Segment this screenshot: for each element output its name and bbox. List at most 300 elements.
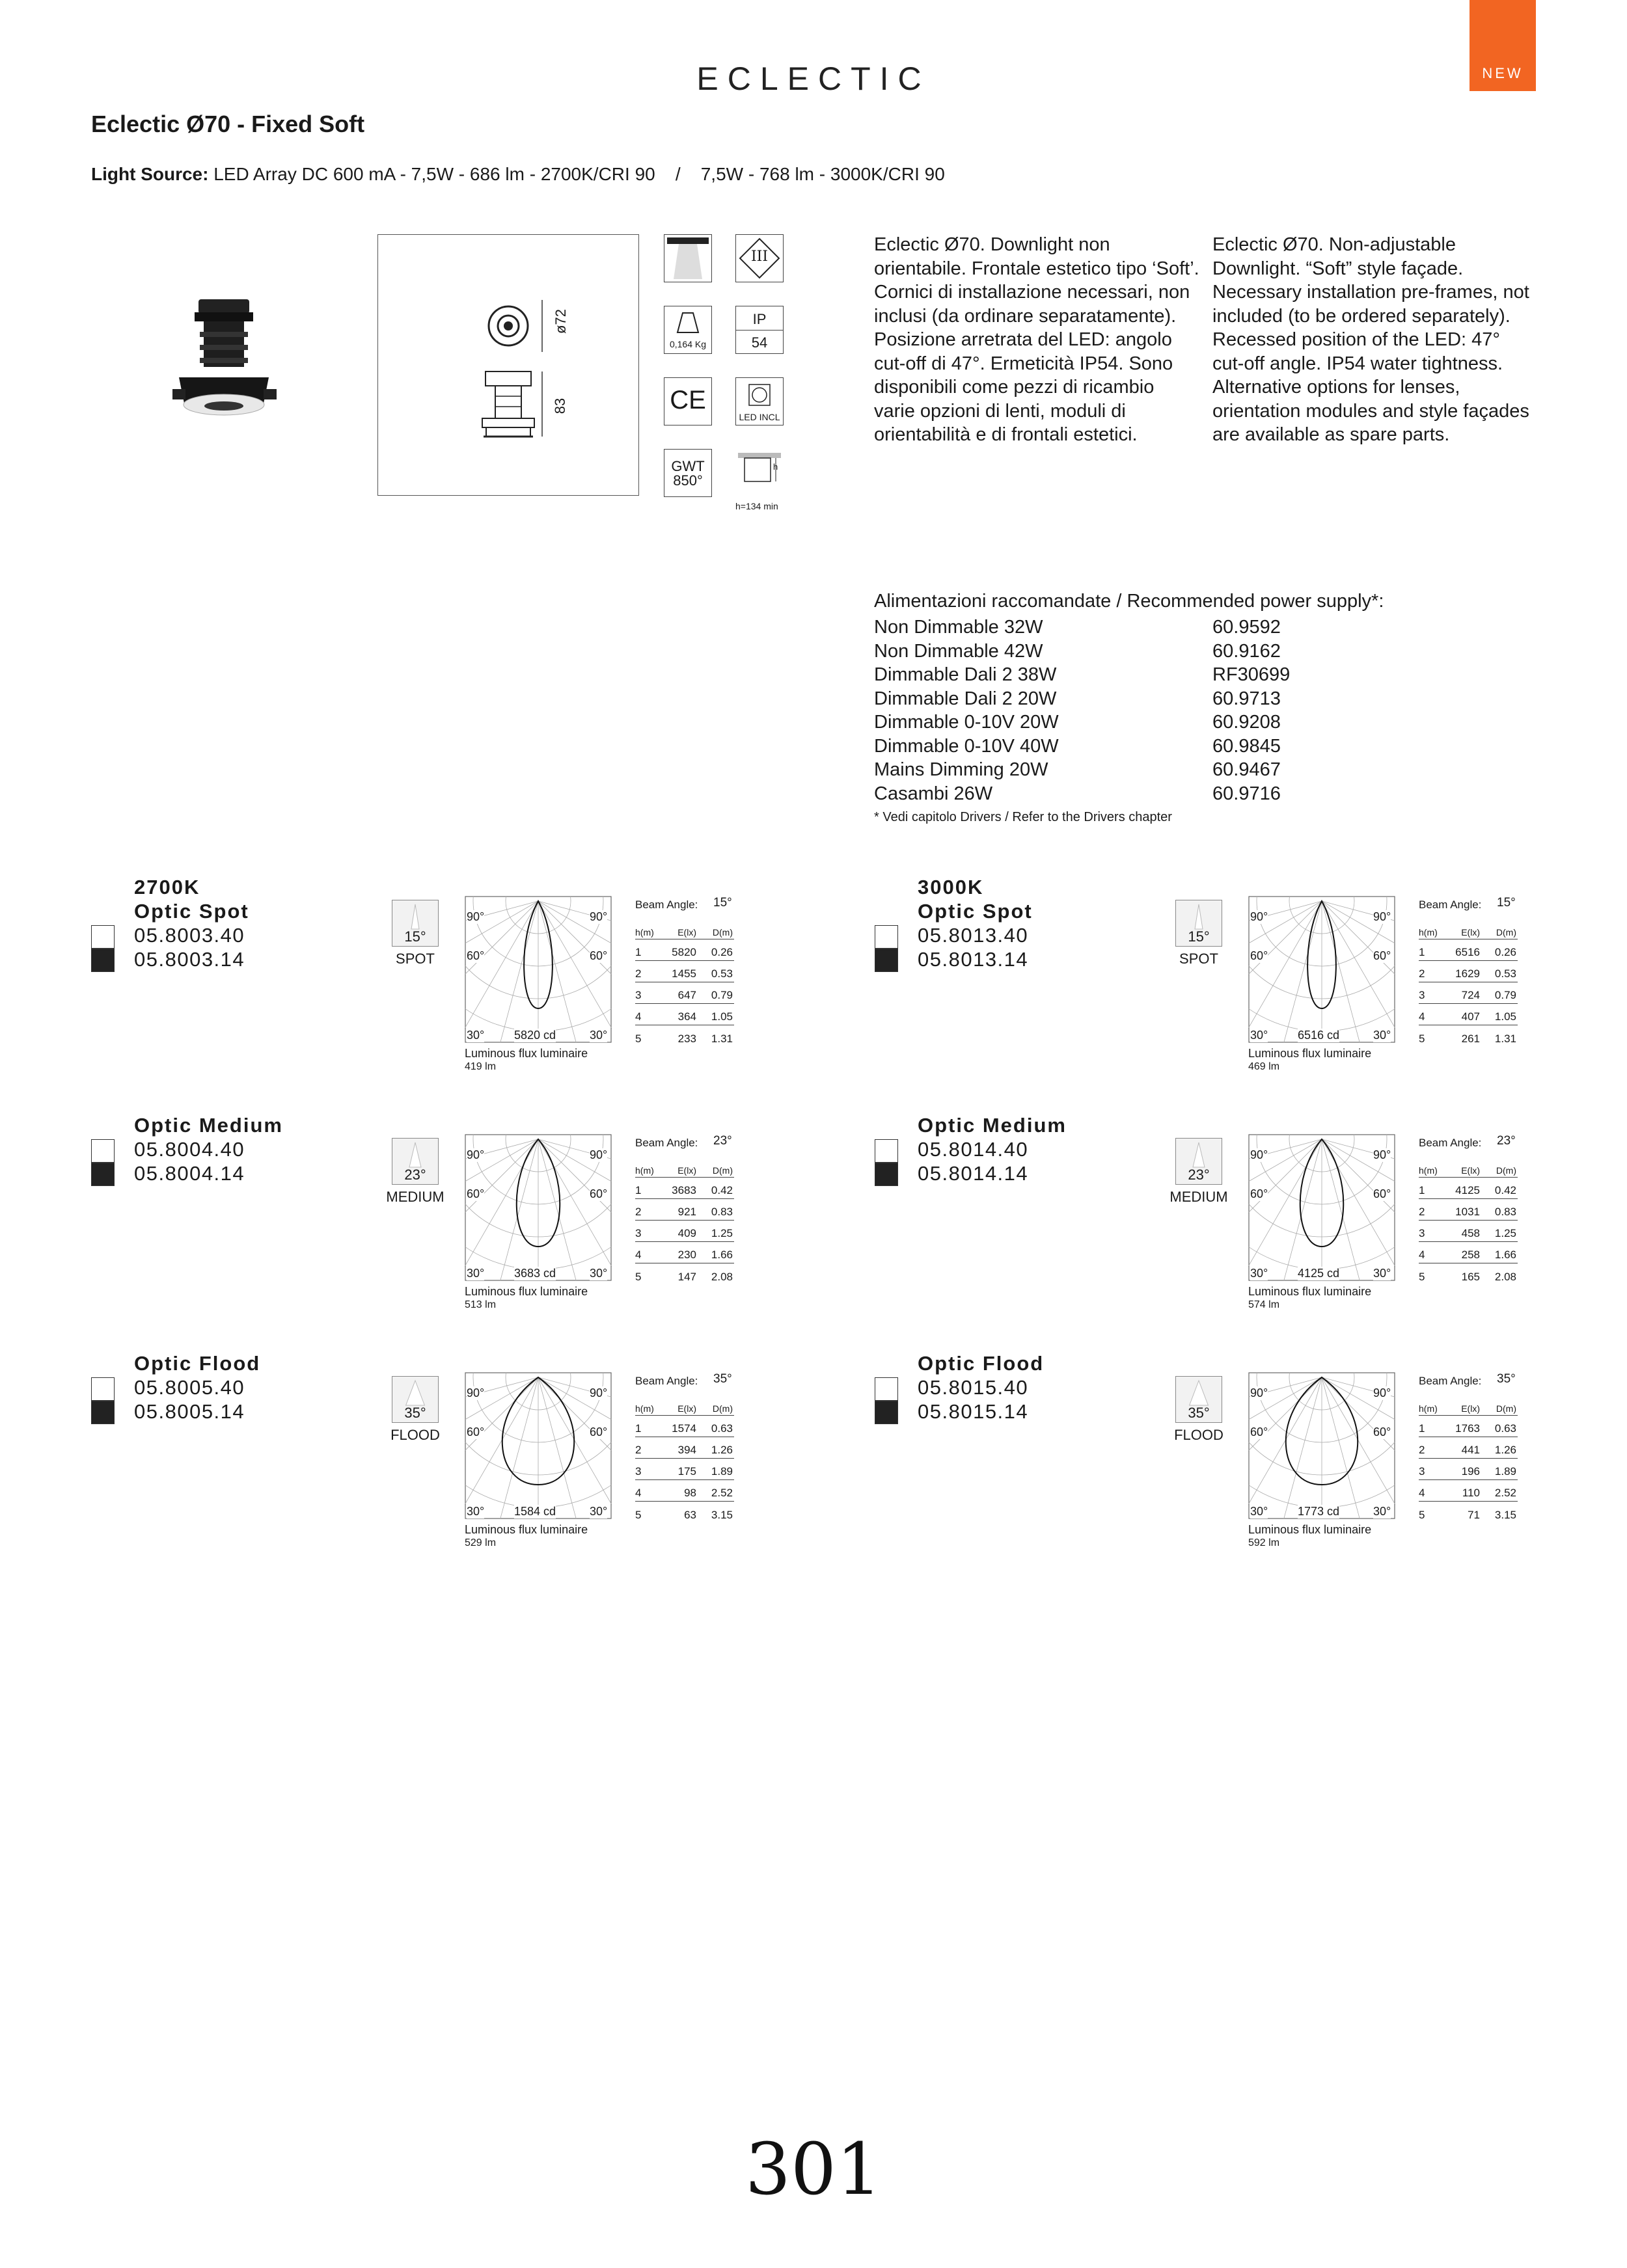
- table-header: [635, 1394, 734, 1416]
- description-italian: Eclectic Ø70. Downlight non orientabile. Frontale estetico tipo ‘Soft’. Cornici di installazione necessari, non inclusi (da ordinare separatamente). Posizione arretrata del LED: angolo cut-off di 47°. Ermeticità IP54. Sono disponibili come pezzi di ricambio varie opzioni di lenti, moduli di orientabilità e di frontali estetici.: [874, 234, 1199, 445]
- luminous-flux-value: 469 lm: [1248, 1061, 1280, 1072]
- table-row: [1419, 982, 1518, 1004]
- table-cell: 1: [1419, 946, 1425, 958]
- beam-angle-table-value: 35°: [1497, 1372, 1516, 1386]
- polar-label-60-right: 60°: [1373, 949, 1391, 962]
- power-supply-code: 60.9845: [1212, 735, 1281, 757]
- light-source: [91, 164, 945, 185]
- polar-label-30-right: 30°: [590, 1267, 608, 1280]
- polar-label-30-left: 30°: [467, 1505, 485, 1518]
- table-row: [635, 939, 734, 961]
- recess-min-label: h=134 min: [735, 501, 778, 511]
- polar-label-30-left: 30°: [467, 1267, 485, 1280]
- table-row: [1419, 1263, 1518, 1285]
- table-cell: 63: [684, 1509, 696, 1521]
- table-cell: 647: [677, 989, 696, 1001]
- luminous-flux-label: Luminous flux luminaire: [1248, 1285, 1372, 1298]
- table-row: [635, 1025, 734, 1047]
- power-supply-row: [874, 615, 1512, 640]
- table-cell: 409: [677, 1227, 696, 1239]
- table-cell: 5: [1419, 1509, 1425, 1521]
- table-cell: 1629: [1455, 967, 1480, 980]
- polar-label-90-right: 90°: [1373, 910, 1391, 923]
- finish-black-swatch: [91, 1163, 115, 1186]
- table-header-cell: E(lx): [1461, 1403, 1480, 1414]
- polar-label-30-left: 30°: [1250, 1029, 1268, 1042]
- polar-label-90-left: 90°: [1250, 1148, 1268, 1161]
- table-cell: 0.26: [1494, 946, 1516, 958]
- product-code: 05.8015.40: [918, 1376, 1029, 1399]
- table-cell: 441: [1461, 1444, 1480, 1456]
- beam-angle-label: Beam Angle:: [1419, 898, 1482, 911]
- illuminance-table: [1419, 1394, 1518, 1523]
- luminous-flux-label: Luminous flux luminaire: [465, 1047, 588, 1060]
- ce-label: CE: [670, 386, 706, 414]
- table-cell: 1.66: [711, 1249, 733, 1261]
- luminous-flux-label: Luminous flux luminaire: [1248, 1047, 1372, 1060]
- power-supply-code: 60.9162: [1212, 640, 1281, 662]
- gwt-label: GWT: [671, 458, 705, 474]
- table-cell: 0.63: [1494, 1422, 1516, 1435]
- table-cell: 0.42: [711, 1184, 733, 1196]
- power-supply-code: 60.9592: [1212, 617, 1281, 638]
- luminous-flux-label: Luminous flux luminaire: [1248, 1523, 1372, 1536]
- table-row: [635, 1178, 734, 1199]
- table-cell: 0.63: [711, 1422, 733, 1435]
- luminous-flux-value: 592 lm: [1248, 1537, 1280, 1548]
- ip-label: IP: [752, 311, 767, 327]
- power-supply-code: 60.9716: [1212, 783, 1281, 804]
- illuminance-table: [635, 918, 734, 1047]
- table-cell: 2.52: [1494, 1487, 1516, 1499]
- illuminance-table: [635, 1156, 734, 1285]
- table-row: [1419, 1416, 1518, 1437]
- beam-angle-label: Beam Angle:: [1419, 1137, 1482, 1149]
- product-code: 05.8004.14: [134, 1162, 245, 1185]
- polar-label-30-right: 30°: [1373, 1267, 1391, 1280]
- illuminance-table: [635, 1394, 734, 1523]
- table-cell: 0.83: [1494, 1206, 1516, 1218]
- table-cell: 175: [677, 1465, 696, 1478]
- optic-name: Optic Medium: [134, 1114, 283, 1137]
- table-cell: 4: [1419, 1010, 1425, 1023]
- new-badge: NEW: [1470, 0, 1536, 91]
- finish-black-swatch: [875, 1163, 898, 1186]
- polar-label-90-right: 90°: [590, 1386, 608, 1399]
- beam-angle-value: 35°: [404, 1405, 426, 1421]
- beam-angle-label: Beam Angle:: [1419, 1375, 1482, 1387]
- optic-name: Optic Flood: [134, 1352, 261, 1375]
- table-cell: 0.79: [1494, 989, 1516, 1001]
- table-row: [635, 1221, 734, 1242]
- power-supply-code: 60.9467: [1212, 759, 1281, 780]
- table-cell: 5: [1419, 1271, 1425, 1283]
- table-row: [635, 1437, 734, 1459]
- table-cell: 1.31: [711, 1033, 733, 1045]
- table-row: [1419, 1502, 1518, 1523]
- table-cell: 3: [1419, 989, 1425, 1001]
- finish-black-swatch: [91, 949, 115, 972]
- table-cell: 165: [1461, 1271, 1480, 1283]
- weight-label: 0,164 Kg: [669, 339, 707, 349]
- polar-label-30-left: 30°: [1250, 1505, 1268, 1518]
- weight-icon: [664, 306, 712, 354]
- product-photo: [166, 293, 283, 449]
- table-cell: 5: [635, 1033, 642, 1045]
- finish-white-swatch: [91, 1139, 115, 1163]
- table-header-cell: E(lx): [677, 927, 696, 938]
- table-cell: 3: [635, 1227, 642, 1239]
- power-supply-row: [874, 758, 1512, 782]
- class-three-icon: [735, 234, 784, 282]
- peak-intensity: 4125 cd: [1298, 1267, 1340, 1280]
- table-cell: 0.42: [1494, 1184, 1516, 1196]
- beam-type-label: MEDIUM: [386, 1189, 444, 1205]
- table-cell: 258: [1461, 1249, 1480, 1261]
- table-cell: 5: [1419, 1033, 1425, 1045]
- table-cell: 0.53: [711, 967, 733, 980]
- beam-angle-value: 15°: [1188, 928, 1210, 945]
- luminous-flux-value: 574 lm: [1248, 1299, 1280, 1310]
- polar-label-90-left: 90°: [467, 910, 485, 923]
- peak-intensity: 3683 cd: [514, 1267, 556, 1280]
- product-code: 05.8014.40: [918, 1138, 1029, 1161]
- polar-label-60-left: 60°: [467, 949, 485, 962]
- table-cell: 1.05: [1494, 1010, 1516, 1023]
- table-row: [635, 1199, 734, 1221]
- power-supply-name: Casambi 26W: [874, 783, 993, 804]
- table-cell: 1.25: [711, 1227, 733, 1239]
- table-row: [635, 1263, 734, 1285]
- table-cell: 1.89: [711, 1465, 733, 1478]
- table-cell: 98: [684, 1487, 696, 1499]
- product-code: 05.8015.14: [918, 1400, 1029, 1423]
- table-cell: 3: [1419, 1465, 1425, 1478]
- brand-title: ECLECTIC: [696, 61, 931, 97]
- beam-angle-table-value: 23°: [1497, 1134, 1516, 1148]
- power-supply-name: Dimmable 0-10V 20W: [874, 712, 1059, 733]
- table-cell: 394: [677, 1444, 696, 1456]
- table-cell: 1574: [672, 1422, 696, 1435]
- table-header-cell: D(m): [1496, 1165, 1516, 1176]
- table-cell: 1.26: [1494, 1444, 1516, 1456]
- table-header-cell: D(m): [712, 927, 733, 938]
- beam-angle-value: 15°: [404, 928, 426, 945]
- power-supply-code: 60.9713: [1212, 688, 1281, 709]
- beam-angle-label: Beam Angle:: [635, 1375, 698, 1387]
- table-cell: 5: [635, 1271, 642, 1283]
- beam-angle-value: 23°: [404, 1167, 426, 1183]
- table-row: [1419, 961, 1518, 982]
- table-cell: 4: [1419, 1487, 1425, 1499]
- table-cell: 1.26: [711, 1444, 733, 1456]
- table-row: [1419, 1178, 1518, 1199]
- power-supply-note: * Vedi capitolo Drivers / Refer to the Drivers chapter: [874, 810, 1172, 824]
- finish-black-swatch: [875, 949, 898, 972]
- polar-label-30-left: 30°: [467, 1029, 485, 1042]
- finish-black-swatch: [91, 1401, 115, 1424]
- table-cell: 1763: [1455, 1422, 1480, 1435]
- table-row: [1419, 1025, 1518, 1047]
- polar-label-60-right: 60°: [590, 1187, 608, 1200]
- table-row: [635, 982, 734, 1004]
- table-cell: 1.31: [1494, 1033, 1516, 1045]
- beam-angle-label: Beam Angle:: [635, 898, 698, 911]
- table-cell: 4125: [1455, 1184, 1480, 1196]
- polar-label-60-left: 60°: [1250, 1187, 1268, 1200]
- polar-label-90-right: 90°: [590, 910, 608, 923]
- table-cell: 2: [635, 967, 642, 980]
- table-header-cell: D(m): [1496, 1403, 1516, 1414]
- table-cell: 6516: [1455, 946, 1480, 958]
- table-row: [1419, 1221, 1518, 1242]
- table-cell: 3: [635, 1465, 642, 1478]
- light-source-value: LED Array DC 600 mA - 7,5W - 686 lm - 2700K/CRI 90 / 7,5W - 768 lm - 3000K/CRI 90: [208, 164, 945, 184]
- polar-label-30-right: 30°: [590, 1029, 608, 1042]
- table-row: [635, 1004, 734, 1025]
- table-header-cell: h(m): [635, 1165, 654, 1176]
- led-included-icon: [735, 377, 784, 425]
- height-dimension: 83: [552, 398, 569, 414]
- product-title: Eclectic Ø70 - Fixed Soft: [91, 111, 365, 137]
- table-cell: 364: [677, 1010, 696, 1023]
- luminous-flux-value: 419 lm: [465, 1061, 497, 1072]
- power-supply-name: Non Dimmable 32W: [874, 617, 1043, 638]
- table-cell: 4: [635, 1010, 642, 1023]
- product-code: 05.8005.14: [134, 1400, 245, 1423]
- table-cell: 4: [635, 1249, 642, 1261]
- luminous-flux-label: Luminous flux luminaire: [465, 1523, 588, 1536]
- finish-white-swatch: [875, 1139, 898, 1163]
- table-header-cell: E(lx): [677, 1165, 696, 1176]
- beam-angle-table-value: 15°: [713, 896, 732, 910]
- polar-label-30-left: 30°: [1250, 1267, 1268, 1280]
- polar-label-60-right: 60°: [590, 1425, 608, 1438]
- table-cell: 230: [677, 1249, 696, 1261]
- color-temperature: 2700K: [134, 876, 200, 898]
- table-cell: 1: [635, 946, 642, 958]
- finish-white-swatch: [91, 925, 115, 949]
- power-supply-code: 60.9208: [1212, 712, 1281, 733]
- table-row: [635, 1480, 734, 1502]
- table-cell: 458: [1461, 1227, 1480, 1239]
- beam-angle-value: 23°: [1188, 1167, 1210, 1183]
- table-cell: 1455: [672, 967, 696, 980]
- table-cell: 3.15: [711, 1509, 733, 1521]
- polar-label-30-right: 30°: [1373, 1029, 1391, 1042]
- beam-angle-table-value: 35°: [713, 1372, 732, 1386]
- peak-intensity: 6516 cd: [1298, 1029, 1340, 1042]
- polar-label-60-left: 60°: [467, 1425, 485, 1438]
- product-code: 05.8004.40: [134, 1138, 245, 1161]
- table-header-cell: D(m): [712, 1403, 733, 1414]
- product-code: 05.8003.40: [134, 924, 245, 947]
- table-cell: 1: [1419, 1184, 1425, 1196]
- table-cell: 3: [1419, 1227, 1425, 1239]
- beam-type-label: FLOOD: [1174, 1427, 1224, 1443]
- table-header-cell: E(lx): [677, 1403, 696, 1414]
- illuminance-table: [1419, 1156, 1518, 1285]
- table-cell: 3683: [672, 1184, 696, 1196]
- description-english: Eclectic Ø70. Non-adjustable Downlight. “Soft” style façade. Necessary installation pre-frames, not included (to be ordered separately). Recessed position of the LED: 47° cut-off angle. IP54 water tightness. Alternative options for lenses, orientation modules and style façades are available as spare parts.: [1212, 234, 1529, 445]
- beam-type-label: SPOT: [1179, 951, 1218, 967]
- power-supply-name: Dimmable Dali 2 20W: [874, 688, 1057, 709]
- peak-intensity: 1584 cd: [514, 1505, 556, 1518]
- optic-name: Optic Spot: [134, 900, 249, 923]
- recess-h: h: [773, 462, 778, 472]
- illuminance-table: [1419, 918, 1518, 1047]
- ip-rating-icon: [735, 306, 784, 354]
- power-supply-row: [874, 710, 1512, 735]
- power-supply-code: RF30699: [1212, 664, 1291, 685]
- beam-type-label: SPOT: [396, 951, 435, 967]
- ip-value: 54: [751, 334, 768, 351]
- table-cell: 0.26: [711, 946, 733, 958]
- table-row: [1419, 1242, 1518, 1263]
- beam-type-label: FLOOD: [390, 1427, 440, 1443]
- beam-type-label: MEDIUM: [1169, 1189, 1228, 1205]
- recess-depth-icon: [735, 449, 784, 497]
- table-header-cell: h(m): [635, 927, 654, 938]
- power-supply-row: [874, 640, 1512, 664]
- finish-white-swatch: [875, 925, 898, 949]
- table-cell: 0.83: [711, 1206, 733, 1218]
- table-row: [635, 1459, 734, 1480]
- table-cell: 1.05: [711, 1010, 733, 1023]
- table-cell: 0.79: [711, 989, 733, 1001]
- page-number: 301: [745, 2127, 882, 2211]
- polar-label-90-right: 90°: [1373, 1386, 1391, 1399]
- table-cell: 2: [635, 1206, 642, 1218]
- led-incl-label: LED INCL: [739, 412, 780, 422]
- table-row: [635, 1242, 734, 1263]
- table-header-cell: E(lx): [1461, 927, 1480, 938]
- power-supply-title: Alimentazioni raccomandate / Recommended power supply*:: [874, 591, 1384, 612]
- polar-label-30-right: 30°: [1373, 1505, 1391, 1518]
- diameter-dimension: ø72: [552, 309, 569, 334]
- table-row: [635, 1416, 734, 1437]
- class-three-label: III: [750, 249, 769, 265]
- table-row: [635, 1502, 734, 1523]
- product-code: 05.8005.40: [134, 1376, 245, 1399]
- beam-angle-value: 35°: [1188, 1405, 1210, 1421]
- polar-label-90-right: 90°: [590, 1148, 608, 1161]
- power-supply-name: Non Dimmable 42W: [874, 640, 1043, 662]
- product-code: 05.8013.14: [918, 948, 1029, 971]
- power-supply-name: Mains Dimming 20W: [874, 759, 1048, 780]
- polar-label-90-left: 90°: [467, 1148, 485, 1161]
- table-cell: 2: [635, 1444, 642, 1456]
- finish-white-swatch: [875, 1377, 898, 1401]
- polar-label-60-right: 60°: [590, 949, 608, 962]
- table-row: [1419, 1004, 1518, 1025]
- table-cell: 1: [635, 1422, 642, 1435]
- technical-drawing: [377, 234, 639, 496]
- beam-angle-label: Beam Angle:: [635, 1137, 698, 1149]
- table-cell: 110: [1462, 1487, 1480, 1499]
- table-header: [635, 918, 734, 939]
- power-supply-name: Dimmable 0-10V 40W: [874, 735, 1059, 757]
- table-cell: 1: [635, 1184, 642, 1196]
- polar-label-30-right: 30°: [590, 1505, 608, 1518]
- table-header-cell: h(m): [635, 1403, 654, 1414]
- table-cell: 407: [1461, 1010, 1480, 1023]
- table-row: [1419, 1437, 1518, 1459]
- table-cell: 0.53: [1494, 967, 1516, 980]
- table-header-cell: D(m): [712, 1165, 733, 1176]
- table-cell: 724: [1461, 989, 1480, 1001]
- table-cell: 3.15: [1494, 1509, 1516, 1521]
- luminous-flux-value: 513 lm: [465, 1299, 497, 1310]
- table-cell: 3: [635, 989, 642, 1001]
- table-row: [1419, 1459, 1518, 1480]
- optic-name: Optic Medium: [918, 1114, 1067, 1137]
- table-cell: 4: [1419, 1249, 1425, 1261]
- power-supply-row: [874, 663, 1512, 687]
- table-cell: 1: [1419, 1422, 1425, 1435]
- ce-mark-icon: [664, 377, 712, 425]
- table-cell: 1.89: [1494, 1465, 1516, 1478]
- table-cell: 921: [677, 1206, 696, 1218]
- table-header-cell: h(m): [1419, 1165, 1438, 1176]
- table-cell: 233: [677, 1033, 696, 1045]
- table-row: [1419, 939, 1518, 961]
- table-header-cell: h(m): [1419, 1403, 1438, 1414]
- table-cell: 1031: [1455, 1206, 1480, 1218]
- power-supply-row: [874, 782, 1512, 806]
- table-cell: 4: [635, 1487, 642, 1499]
- polar-label-60-right: 60°: [1373, 1187, 1391, 1200]
- polar-label-60-left: 60°: [1250, 1425, 1268, 1438]
- polar-label-60-left: 60°: [1250, 949, 1268, 962]
- table-cell: 2.52: [711, 1487, 733, 1499]
- table-row: [1419, 1480, 1518, 1502]
- optic-name: Optic Flood: [918, 1352, 1045, 1375]
- table-cell: 1.25: [1494, 1227, 1516, 1239]
- table-header: [1419, 1394, 1518, 1416]
- polar-label-90-right: 90°: [1373, 1148, 1391, 1161]
- peak-intensity: 5820 cd: [514, 1029, 556, 1042]
- polar-label-90-left: 90°: [1250, 910, 1268, 923]
- table-cell: 2.08: [1494, 1271, 1516, 1283]
- glow-wire-icon: [664, 449, 712, 497]
- downlight-icon: [664, 234, 712, 282]
- finish-white-swatch: [91, 1377, 115, 1401]
- table-cell: 5820: [672, 946, 696, 958]
- table-cell: 261: [1461, 1033, 1480, 1045]
- table-cell: 2: [1419, 1444, 1425, 1456]
- luminous-flux-value: 529 lm: [465, 1537, 497, 1548]
- table-row: [635, 961, 734, 982]
- beam-angle-table-value: 23°: [713, 1134, 732, 1148]
- table-cell: 71: [1468, 1509, 1480, 1521]
- table-cell: 2: [1419, 967, 1425, 980]
- table-cell: 147: [677, 1271, 696, 1283]
- peak-intensity: 1773 cd: [1298, 1505, 1340, 1518]
- polar-label-60-right: 60°: [1373, 1425, 1391, 1438]
- polar-label-90-left: 90°: [1250, 1386, 1268, 1399]
- table-header-cell: h(m): [1419, 927, 1438, 938]
- polar-label-60-left: 60°: [467, 1187, 485, 1200]
- table-header-cell: E(lx): [1461, 1165, 1480, 1176]
- power-supply-row: [874, 687, 1512, 711]
- power-supply-row: [874, 735, 1512, 759]
- gwt-temp: 850°: [673, 472, 703, 489]
- table-header: [1419, 1156, 1518, 1178]
- polar-label-90-left: 90°: [467, 1386, 485, 1399]
- luminous-flux-label: Luminous flux luminaire: [465, 1285, 588, 1298]
- table-cell: 2: [1419, 1206, 1425, 1218]
